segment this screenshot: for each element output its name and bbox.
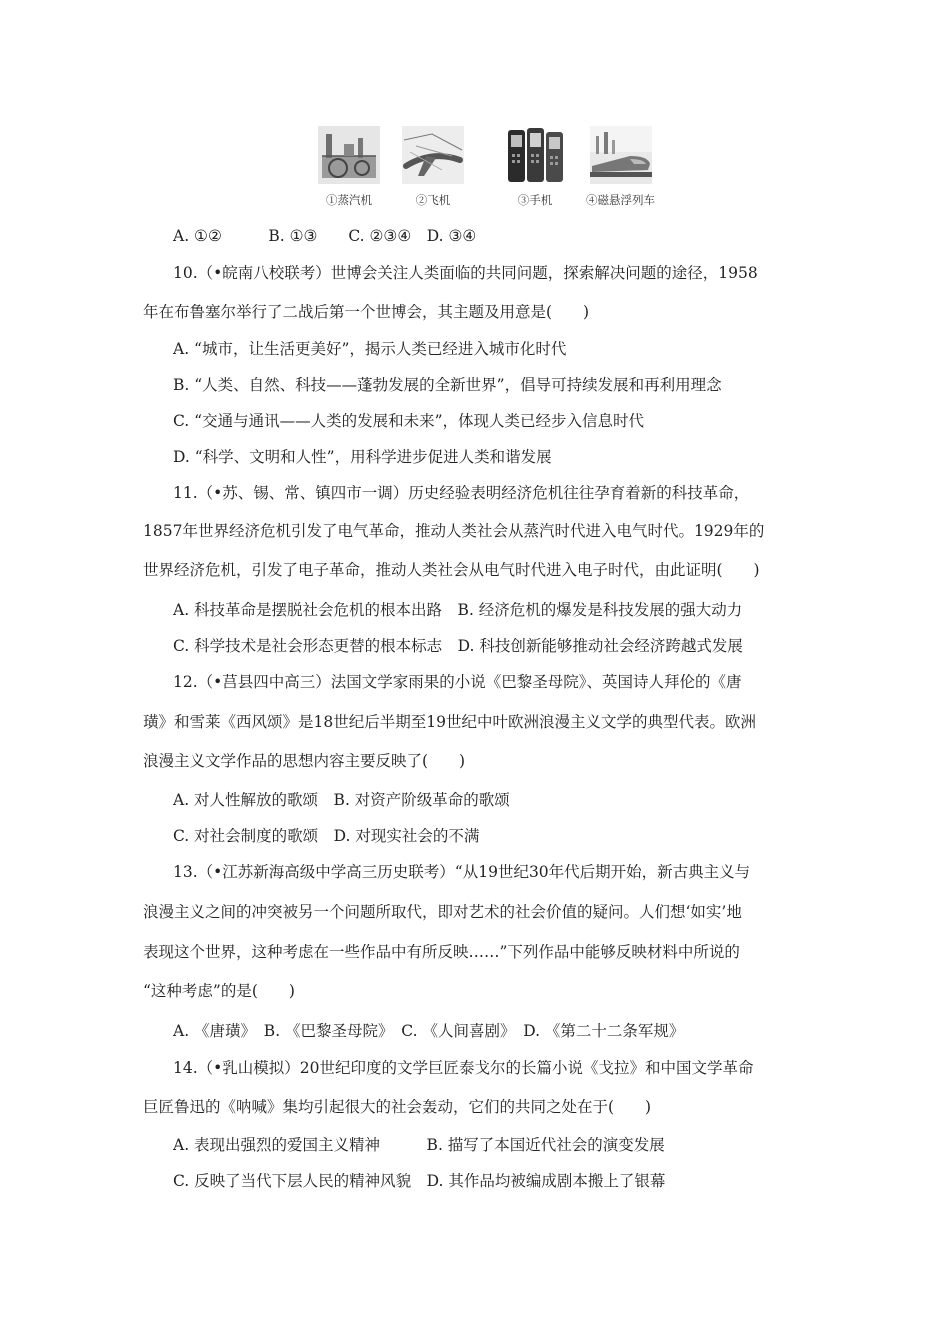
q14-stem-cont: 巨匠鲁迅的《呐喊》集均引起很大的社会轰动，它们的共同之处在于( ) (143, 1098, 652, 1116)
figure-row (318, 126, 668, 216)
figure-airplane (402, 126, 464, 208)
figure-caption: ④磁悬浮列车 (586, 193, 655, 207)
mobile-phone-icon (504, 126, 566, 184)
q14-stem: 14.（•乳山模拟）20世纪印度的文学巨匠泰戈尔的长篇小说《戈拉》和中国文学革命 (173, 1059, 754, 1077)
q9-options: A. ①② B. ①③ C. ②③④ D. ③④ (173, 227, 477, 245)
q11-stem: 11.（•苏、锡、常、镇四市一调）历史经验表明经济危机往往孕育着新的科技革命， (173, 484, 750, 502)
q10-option-a: A. “城市，让生活更美好”，揭示人类已经进入城市化时代 (173, 340, 567, 358)
q11-options-cd: C. 科学技术是社会形态更替的根本标志 D. 科技创新能够推动社会经济跨越式发展 (173, 637, 743, 655)
q13-stem-cont: 表现这个世界，这种考虑在一些作品中有所反映……”下列作品中能够反映材料中所说的 (143, 943, 740, 961)
figure-mobile-phone (504, 126, 566, 208)
q10-option-d: D. “科学、文明和人性”，用科学进步促进人类和谐发展 (173, 448, 552, 466)
q10-option-c: C. “交通与通讯——人类的发展和未来”，体现人类已经步入信息时代 (173, 412, 645, 430)
steam-engine-icon (318, 126, 380, 184)
q11-options-ab: A. 科技革命是摆脱社会危机的根本出路 B. 经济危机的爆发是科技发展的强大动力 (173, 601, 743, 619)
q12-options-cd: C. 对社会制度的歌颂 D. 对现实社会的不满 (173, 827, 480, 845)
figure-caption: ②飞机 (415, 193, 451, 207)
q12-stem-cont: 浪漫主义文学作品的思想内容主要反映了( ) (143, 752, 466, 770)
q14-options-ab: A. 表现出强烈的爱国主义精神 B. 描写了本国近代社会的演变发展 (173, 1136, 665, 1154)
figure-caption: ③手机 (517, 193, 553, 207)
q10-stem: 10.（•皖南八校联考）世博会关注人类面临的共同问题，探索解决问题的途径，1958 (173, 264, 758, 282)
q12-options-ab: A. 对人性解放的歌颂 B. 对资产阶级革命的歌颂 (173, 791, 510, 809)
q10-option-b: B. “人类、自然、科技——蓬勃发展的全新世界”，倡导可持续发展和再利用理念 (173, 376, 722, 394)
q11-stem-cont: 1857年世界经济危机引发了电气革命，推动人类社会从蒸汽时代进入电气时代。1929年的 (143, 522, 765, 540)
q12-stem: 12.（•莒县四中高三）法国文学家雨果的小说《巴黎圣母院》、英国诗人拜伦的《唐 (173, 673, 742, 691)
q12-stem-cont: 璜》和雪莱《西风颂》是18世纪后半期至19世纪中叶欧洲浪漫主义文学的典型代表。欧洲 (143, 713, 756, 731)
q13-stem: 13.（•江苏新海高级中学高三历史联考）“从19世纪30年代后期开始，新古典主义与 (173, 863, 751, 881)
q14-options-cd: C. 反映了当代下层人民的精神风貌 D. 其作品均被编成剧本搬上了银幕 (173, 1172, 666, 1190)
maglev-train-icon (590, 126, 652, 184)
figure-caption: ①蒸汽机 (326, 193, 372, 207)
q11-stem-cont: 世界经济危机，引发了电子革命，推动人类社会从电气时代进入电子时代，由此证明( ) (143, 561, 760, 579)
figure-maglev-train (586, 126, 655, 208)
airplane-icon (402, 126, 464, 184)
q13-stem-cont: 浪漫主义之间的冲突被另一个问题所取代，即对艺术的社会价值的疑问。人们想‘如实’地 (143, 903, 742, 921)
q10-stem-cont: 年在布鲁塞尔举行了二战后第一个世博会，其主题及用意是( ) (143, 303, 590, 321)
q13-stem-cont: “这种考虑”的是( ) (143, 982, 295, 1000)
figure-steam-engine (318, 126, 380, 208)
q13-options: A. 《唐璜》 B. 《巴黎圣母院》 C. 《人间喜剧》 D. 《第二十二条军规》 (173, 1022, 685, 1040)
